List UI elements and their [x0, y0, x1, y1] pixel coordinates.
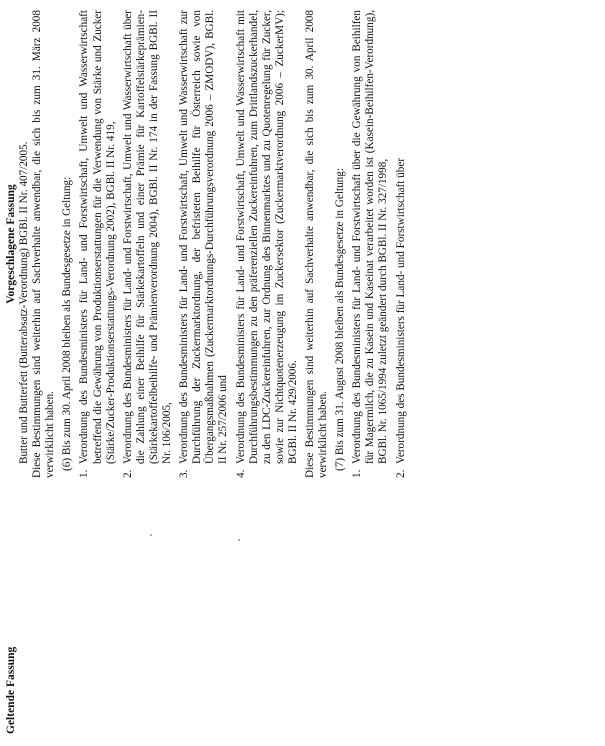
section-6-item: [178, 10, 230, 478]
section-6-lead: (6) Bis zum 30. April 2008 bleiben als Bundesgesetze in Geltung:: [61, 176, 74, 471]
item-number: 4.: [234, 469, 247, 478]
item-number: 1.: [78, 469, 91, 478]
section-6-item: [235, 10, 300, 478]
item-number: 2.: [121, 469, 134, 478]
proposed-version-column: [5, 10, 412, 478]
item-number: 2.: [394, 469, 407, 478]
applicability-note-2: Diese Bestimmungen sind weiterhin auf Sachverhalte anwendbar, die sich bis zum 30. April 2008 verwirklicht haben.: [303, 10, 330, 478]
item-text: Verordnung des Bundesministers für Land- und Forstwirtschaft, Umwelt und Wasserwirtschaft über die Zahlung einer Beihilfe für Stärkekartoffeln und einer Prämie für Kartoffelstärkeprämien-(Stärkekartoffelbeihilfe- und Prämienverordnung 2004), BGBl. II Nr. 174 in der Fassung BGBl. II Nr. 106/2005,: [121, 10, 174, 464]
section-6-item: [122, 10, 174, 478]
item-text: Verordnung des Bundesministers für Land- und Forstwirtschaft über die Gewährung von Beihilfen für Magermilch, die zu Kasein und Kaseinat verarbeitet worden ist (Kasein-Beihilfen-Verordnung), BGBl. Nr. 1065/1994 zuletzt geändert durch BGBl. II Nr. 327/1998,: [351, 10, 390, 464]
item-number: 1.: [351, 469, 364, 478]
section-7-item: [395, 10, 408, 478]
section-7-lead: (7) Bis zum 31. August 2008 bleiben als Bundesgesetze in Geltung:: [334, 168, 347, 471]
section-6-item: [78, 10, 117, 478]
section-7-item: [351, 10, 390, 478]
item-text: Verordnung des Bundesministers für Land- und Forstwirtschaft über: [394, 157, 407, 464]
item-text: Verordnung des Bundesministers für Land- und Forstwirtschaft, Umwelt und Wasserwirtschaft betreffend die Gewährung von Produktionserstattungen für die Verwendung von Stärke und Zucker (Stärke/Zucker-Produktionserstattungs-Verordnung 2002), BGBl. II Nr. 419,: [78, 10, 117, 464]
proposed-version-header: Vorgeschlagene Fassung: [5, 184, 17, 304]
scan-speck: [238, 539, 240, 541]
current-version-header: Geltende Fassung: [5, 646, 17, 734]
scan-speck: [150, 534, 152, 536]
item-text: Verordnung des Bundesministers für Land- und Forstwirtschaft, Umwelt und Wasserwirtschaft mit Durchführungsbestimmungen zu den präferenziellen Zuckereinfuhren, zum Drittlandszuckerhandel, zu den LDC-Zuckereinfuhren, zur Ordnung des Binnenmarktes und zu Quotenregelung für Zucker, sowie zur Nichtquotenerzeugung im Zuckersektor (Zuckermarktverordnung 2006 – ZuckerMV); BGBl. II Nr. 429/2006.: [234, 10, 299, 464]
item-text: Verordnung des Bundesministers für Land- und Forstwirtschaft, Umwelt und Wasserwirtschaft zur Durchführung der Zuckermarktordnung, der befristeten Beihilfe für Österreich sowie von Übergangsmaßnahmen (Zuckermarktordnungs-Durchführungsverordnung 2006 – ZMODV), BGBl. II Nr. 257/2006 und: [178, 10, 230, 464]
intro-continuation: Butter und Butterfett (Butterabsatz-Verordnung) BGBl. II Nr. 407/2005.: [18, 141, 31, 464]
item-number: 3.: [178, 469, 191, 478]
applicability-note-1: Diese Bestimmungen sind weiterhin auf Sachverhalte anwendbar, die sich bis zum 31. März 2008 verwirklicht haben.: [31, 10, 57, 478]
